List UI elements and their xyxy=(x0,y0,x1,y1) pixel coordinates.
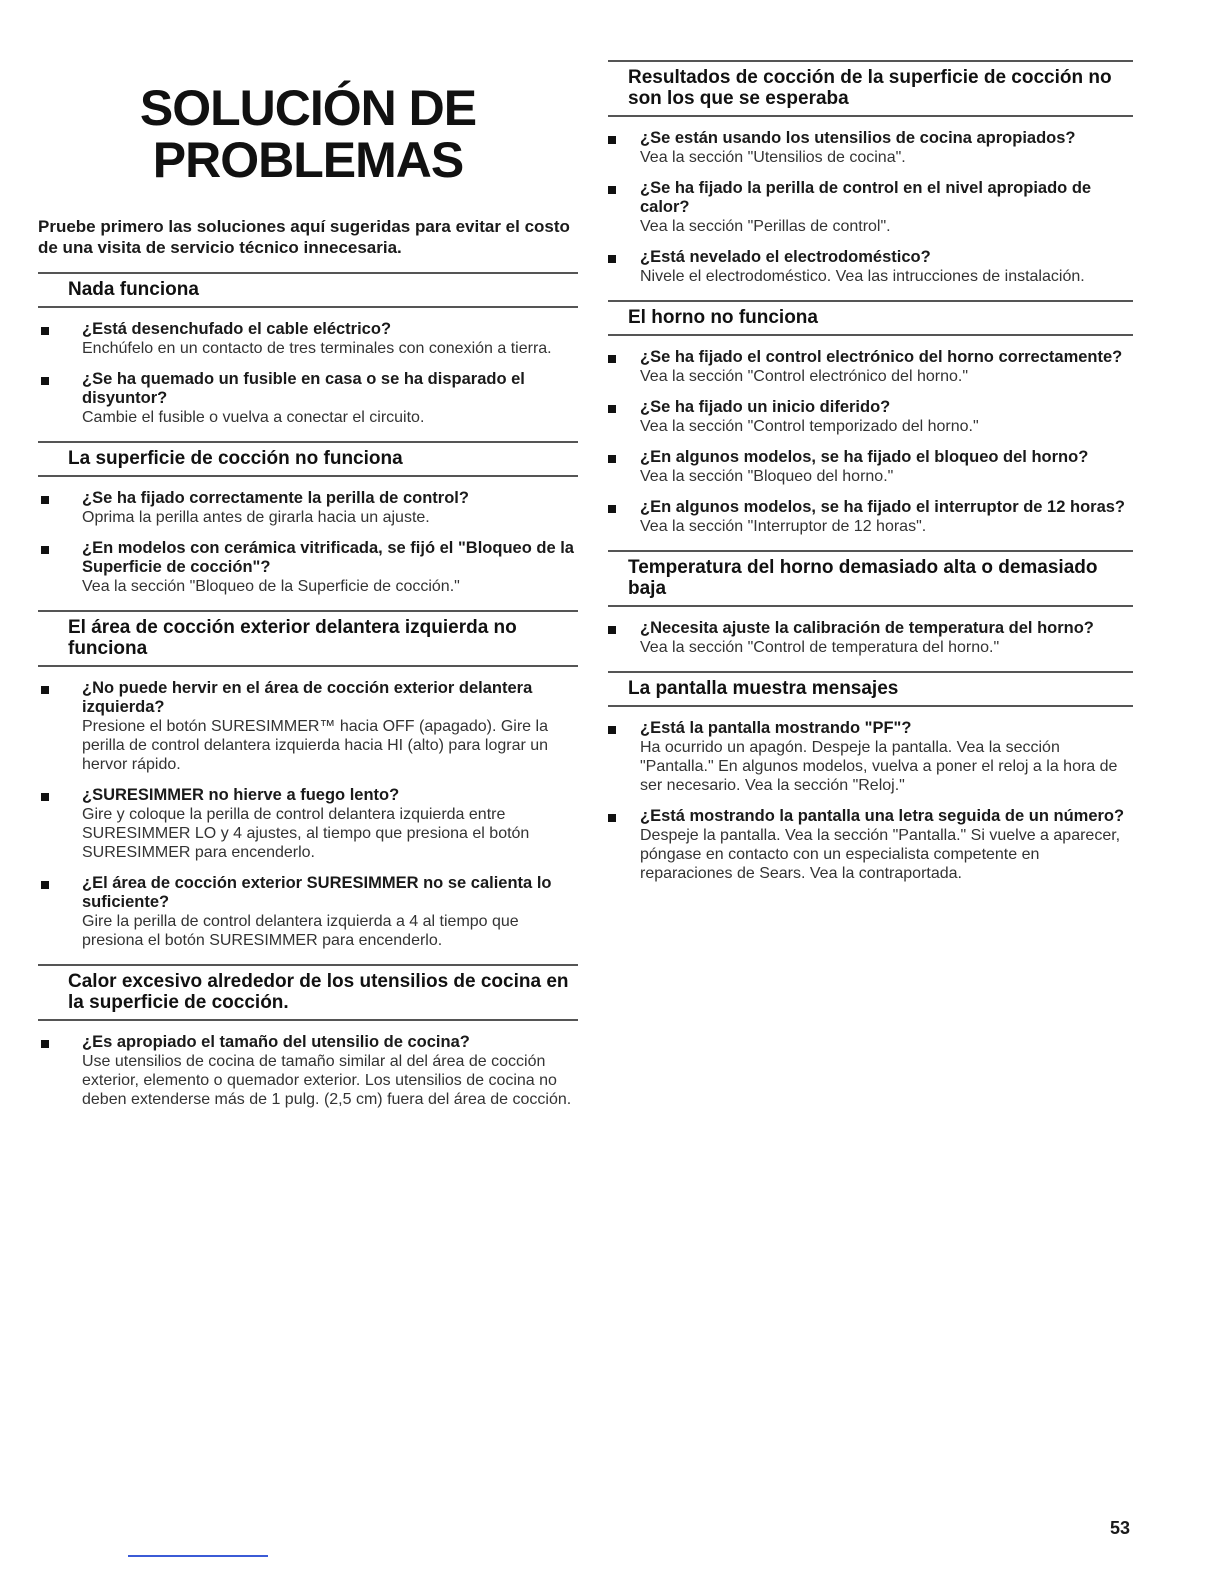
answer: Vea la sección "Perillas de control". xyxy=(640,218,891,235)
section-heading: La superficie de cocción no funciona xyxy=(38,441,578,477)
square-bullet-icon xyxy=(41,686,49,694)
left-column xyxy=(38,60,578,1109)
section xyxy=(608,550,1133,657)
section xyxy=(38,964,578,1109)
square-bullet-icon xyxy=(608,505,616,513)
square-bullet-icon xyxy=(608,626,616,634)
question: ¿Se ha fijado el control electrónico del horno correctamente? xyxy=(640,348,1123,366)
page-number: 53 xyxy=(1110,1518,1131,1538)
section-heading: La pantalla muestra mensajes xyxy=(608,671,1133,707)
answer: Vea la sección "Interruptor de 12 horas". xyxy=(640,518,927,535)
troubleshooting-item xyxy=(608,129,1133,167)
troubleshooting-item xyxy=(608,448,1133,486)
question: ¿Se ha quemado un fusible en casa o se ha disparado el disyuntor? xyxy=(82,370,525,407)
troubleshooting-item xyxy=(38,874,578,950)
section-heading: Temperatura del horno demasiado alta o demasiado baja xyxy=(608,550,1133,607)
answer: Despeje la pantalla. Vea la sección "Pantalla." Si vuelve a aparecer, póngase en contacto con un especialista competente en reparaciones de Sears. Vea la contraportada. xyxy=(640,827,1121,882)
square-bullet-icon xyxy=(608,355,616,363)
question: ¿Se ha fijado un inicio diferido? xyxy=(640,398,891,416)
question: ¿El área de cocción exterior SURESIMMER no se calienta lo suficiente? xyxy=(82,874,552,911)
square-bullet-icon xyxy=(608,814,616,822)
troubleshooting-item xyxy=(38,489,578,527)
page-title-line-2: PROBLEMAS xyxy=(152,132,464,188)
section-heading: Resultados de cocción de la superficie de cocción no son los que se esperaba xyxy=(608,60,1133,117)
footer-link-underline xyxy=(128,1555,268,1557)
question: ¿En modelos con cerámica vitrificada, se fijó el "Bloqueo de la Superficie de cocción"? xyxy=(82,539,574,576)
section-heading: Calor excesivo alrededor de los utensilios de cocina en la superficie de cocción. xyxy=(38,964,578,1021)
left-sections xyxy=(38,272,578,1109)
section xyxy=(38,610,578,950)
answer: Enchúfelo en un contacto de tres terminales con conexión a tierra. xyxy=(82,340,552,357)
question: ¿Está desenchufado el cable eléctrico? xyxy=(82,320,392,338)
section xyxy=(608,671,1133,883)
troubleshooting-item xyxy=(38,679,578,774)
question: ¿Se ha fijado correctamente la perilla de control? xyxy=(82,489,469,507)
answer: Vea la sección "Utensilios de cocina". xyxy=(640,149,906,166)
troubleshooting-item xyxy=(608,807,1133,883)
section-heading: Nada funciona xyxy=(38,272,578,308)
answer: Vea la sección "Bloqueo del horno." xyxy=(640,468,894,485)
answer: Vea la sección "Bloqueo de la Superficie de cocción." xyxy=(82,578,460,595)
section-heading: El área de cocción exterior delantera izquierda no funciona xyxy=(38,610,578,667)
question: ¿Se ha fijado la perilla de control en el nivel apropiado de calor? xyxy=(640,179,1092,216)
right-sections xyxy=(608,60,1133,883)
square-bullet-icon xyxy=(608,186,616,194)
square-bullet-icon xyxy=(41,327,49,335)
page-title-line-1: SOLUCIÓN DE xyxy=(139,80,477,136)
troubleshooting-item xyxy=(38,1033,578,1109)
troubleshooting-item xyxy=(608,719,1133,795)
question: ¿Necesita ajuste la calibración de temperatura del horno? xyxy=(640,619,1094,637)
question: ¿En algunos modelos, se ha fijado el bloqueo del horno? xyxy=(640,448,1089,466)
question: ¿No puede hervir en el área de cocción exterior delantera izquierda? xyxy=(82,679,533,716)
troubleshooting-item xyxy=(608,248,1133,286)
square-bullet-icon xyxy=(608,136,616,144)
answer: Gire la perilla de control delantera izquierda a 4 al tiempo que presiona el botón SURESIMMER para encenderlo. xyxy=(82,913,519,949)
troubleshooting-item xyxy=(38,370,578,427)
troubleshooting-item xyxy=(38,539,578,596)
troubleshooting-item xyxy=(608,179,1133,236)
square-bullet-icon xyxy=(41,1040,49,1048)
answer: Vea la sección "Control temporizado del horno." xyxy=(640,418,979,435)
answer: Gire y coloque la perilla de control delantera izquierda entre SURESIMMER LO y 4 ajustes, al tiempo que presiona el botón SURESIMMER para encenderlo. xyxy=(82,806,530,861)
square-bullet-icon xyxy=(41,881,49,889)
troubleshooting-item xyxy=(608,398,1133,436)
troubleshooting-item xyxy=(38,320,578,358)
square-bullet-icon xyxy=(608,255,616,263)
question: ¿Está la pantalla mostrando "PF"? xyxy=(640,719,912,737)
question: ¿Se están usando los utensilios de cocina apropiados? xyxy=(640,129,1076,147)
answer: Use utensilios de cocina de tamaño similar al del área de cocción exterior, elemento o quemador exterior. Los utensilios de cocina no deben extenderse más de 1 pulg. (2,5 cm) fuera del área de cocción. xyxy=(82,1053,572,1108)
troubleshooting-item xyxy=(608,498,1133,536)
square-bullet-icon xyxy=(608,405,616,413)
question: ¿Está nevelado el electrodoméstico? xyxy=(640,248,931,266)
square-bullet-icon xyxy=(608,726,616,734)
troubleshooting-item xyxy=(608,619,1133,657)
answer: Vea la sección "Control de temperatura del horno." xyxy=(640,639,1000,656)
section xyxy=(608,60,1133,286)
section xyxy=(38,441,578,596)
intro-text: Pruebe primero las soluciones aquí sugeridas para evitar el costo de una visita de servicio técnico innecesaria. xyxy=(38,217,570,257)
square-bullet-icon xyxy=(41,793,49,801)
square-bullet-icon xyxy=(41,377,49,385)
answer: Oprima la perilla antes de girarla hacia un ajuste. xyxy=(82,509,430,526)
right-column xyxy=(608,60,1133,883)
troubleshooting-item xyxy=(608,348,1133,386)
answer: Cambie el fusible o vuelva a conectar el circuito. xyxy=(82,409,425,426)
answer: Nivele el electrodoméstico. Vea las intrucciones de instalación. xyxy=(640,268,1085,285)
answer: Ha ocurrido un apagón. Despeje la pantalla. Vea la sección "Pantalla." En algunos modelos, vuelva a poner el reloj a la hora de ser necesario. Vea la sección "Reloj." xyxy=(640,739,1118,794)
answer: Presione el botón SURESIMMER™ hacia OFF (apagado). Gire la perilla de control delantera izquierda hacia HI (alto) para lograr un hervor rápido. xyxy=(82,718,549,773)
troubleshooting-item xyxy=(38,786,578,862)
question: ¿En algunos modelos, se ha fijado el interruptor de 12 horas? xyxy=(640,498,1126,516)
page-title xyxy=(38,82,578,186)
question: ¿Está mostrando la pantalla una letra seguida de un número? xyxy=(640,807,1125,825)
square-bullet-icon xyxy=(41,546,49,554)
question: ¿Es apropiado el tamaño del utensilio de cocina? xyxy=(82,1033,470,1051)
square-bullet-icon xyxy=(41,496,49,504)
answer: Vea la sección "Control electrónico del horno." xyxy=(640,368,968,385)
square-bullet-icon xyxy=(608,455,616,463)
section xyxy=(608,300,1133,536)
section-heading: El horno no funciona xyxy=(608,300,1133,336)
section xyxy=(38,272,578,427)
question: ¿SURESIMMER no hierve a fuego lento? xyxy=(82,786,400,804)
